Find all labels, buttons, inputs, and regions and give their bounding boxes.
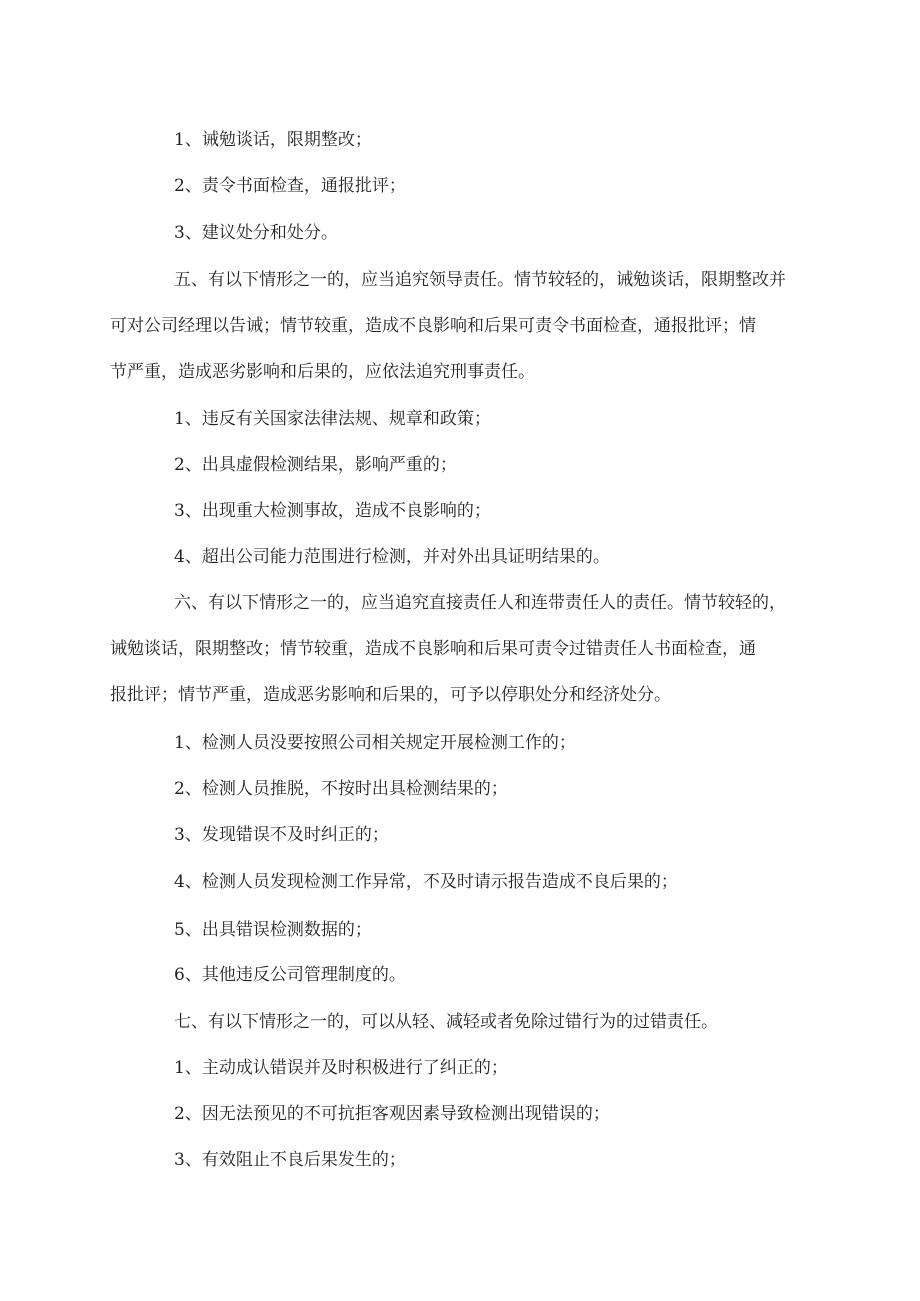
list-item: 2、出具虚假检测结果，影响严重的； — [174, 455, 457, 475]
section-6-paragraph — [110, 591, 810, 707]
paragraph-line: 可对公司经理以告诫；情节较重，造成不良影响和后果可责令书面检查，通报批评；情 — [110, 316, 756, 336]
list-item: 3、发现错误不及时纠正的； — [174, 825, 389, 845]
paragraph-line: 六、有以下情形之一的，应当追究直接责任人和连带责任人的责任。情节较轻的， — [174, 593, 786, 613]
list-item: 3、出现重大检测事故，造成不良影响的； — [174, 501, 491, 521]
list-item: 3、有效阻止不良后果发生的； — [174, 1150, 406, 1170]
list-item: 5、出具错误检测数据的； — [174, 920, 372, 940]
list-item: 2、因无法预见的不可抗拒客观因素导致检测出现错误的； — [174, 1104, 610, 1124]
list-item: 1、诫勉谈话，限期整改； — [174, 130, 372, 150]
list-item: 1、违反有关国家法律法规、规章和政策； — [174, 409, 491, 429]
paragraph-line: 报批评；情节严重，造成恶劣影响和后果的，可予以停职处分和经济处分。 — [110, 685, 671, 705]
list-item: 2、责令书面检查，通报批评； — [174, 176, 406, 196]
paragraph-line: 诫勉谈话，限期整改；情节较重，造成不良影响和后果可责令过错责任人书面检查，通 — [110, 639, 756, 659]
list-item: 1、主动成认错误并及时积极进行了纠正的； — [174, 1058, 508, 1078]
list-item: 1、检测人员没要按照公司相关规定开展检测工作的； — [174, 733, 576, 753]
paragraph-line: 五、有以下情形之一的，应当追究领导责任。情节较轻的，诫勉谈话，限期整改并 — [174, 270, 786, 290]
list-item: 4、超出公司能力范围进行检测，并对外出具证明结果的。 — [174, 547, 610, 567]
list-item: 4、检测人员发现检测工作异常，不及时请示报告造成不良后果的； — [174, 872, 678, 892]
list-item: 6、其他违反公司管理制度的。 — [174, 965, 406, 985]
paragraph-line: 节严重，造成恶劣影响和后果的，应依法追究刑事责任。 — [110, 362, 535, 382]
list-item: 3、建议处分和处分。 — [174, 223, 338, 243]
list-item: 2、检测人员推脱，不按时出具检测结果的； — [174, 779, 508, 799]
section-7-heading: 七、有以下情形之一的，可以从轻、减轻或者免除过错行为的过错责任。 — [174, 1012, 718, 1032]
section-5-paragraph — [110, 268, 810, 384]
